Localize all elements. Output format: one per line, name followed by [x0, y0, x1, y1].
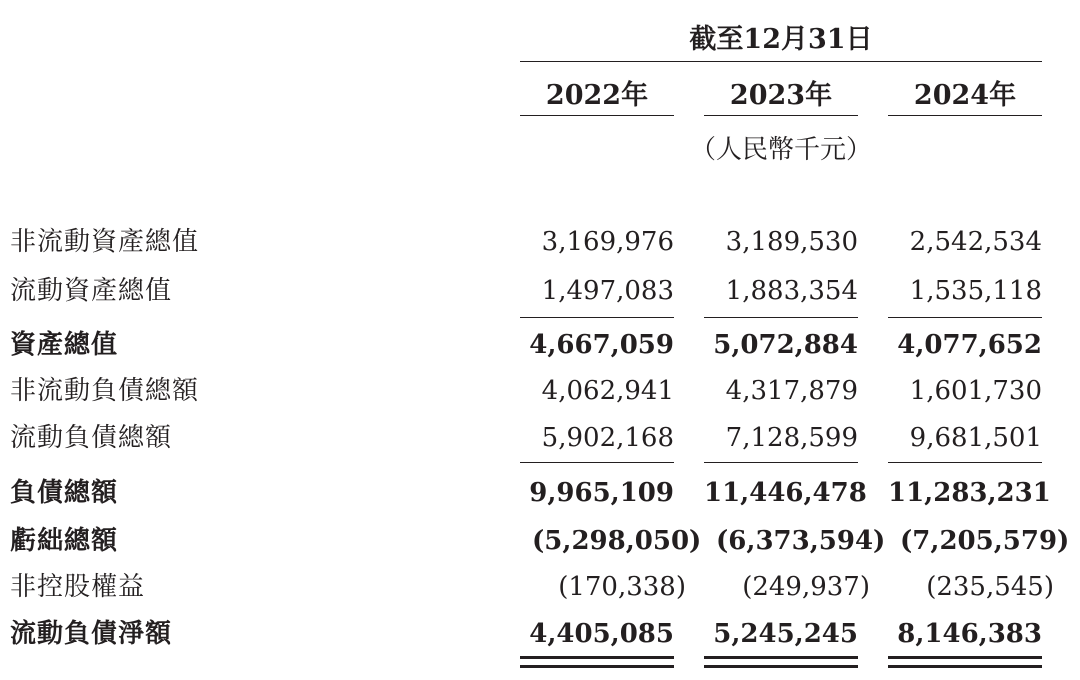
- year-2022-rule: [520, 115, 674, 116]
- cell-non-current-assets-2023: 3,189,530: [725, 227, 858, 257]
- year-2022-header: 2022年: [545, 80, 649, 111]
- row-label-non-current-assets: 非流動資產總值: [10, 227, 200, 257]
- cell-current-assets-2022: 1,497,083: [541, 276, 674, 306]
- row-label-total-liabilities: 負債總額: [10, 478, 119, 508]
- row-label-total-assets: 資產總值: [10, 330, 119, 360]
- cell-current-assets-2023: 1,883,354: [725, 276, 858, 306]
- cell-total-assets-2023: 5,072,884: [713, 330, 858, 360]
- cell-current-liabilities-2023: 7,128,599: [725, 423, 858, 453]
- cell-non-current-liabilities-2024: 1,601,730: [909, 376, 1042, 406]
- unit-label: （人民幣千元）: [689, 135, 872, 165]
- cell-total-deficit-2022: (5,298,050): [532, 526, 702, 556]
- cell-current-assets-2024: 1,535,118: [909, 276, 1042, 306]
- row-label-non-current-liabilities: 非流動負債總額: [10, 376, 200, 406]
- row-label-current-liabilities: 流動負債總額: [10, 423, 173, 453]
- cell-non-controlling-interests-2022: (170,338): [558, 572, 686, 602]
- cell-current-liabilities-2024: 9,681,501: [909, 423, 1042, 453]
- cell-non-current-assets-2024: 2,542,534: [909, 227, 1042, 257]
- cell-total-assets-2024: 4,077,652: [897, 330, 1042, 360]
- subtotal-rule-liabilities-2023: [704, 462, 858, 463]
- cell-total-deficit-2024: (7,205,579): [900, 526, 1070, 556]
- cell-current-liabilities-2022: 5,902,168: [541, 423, 674, 453]
- row-label-net-current-liabilities: 流動負債淨額: [10, 619, 173, 649]
- subtotal-rule-assets-2023: [704, 317, 858, 318]
- cell-net-current-liabilities-2022: 4,405,085: [529, 619, 674, 649]
- cell-total-liabilities-2023: 11,446,478: [704, 478, 867, 508]
- period-rule: [520, 61, 1042, 62]
- year-2023-header: 2023年: [729, 80, 833, 111]
- row-label-total-deficit: 虧絀總額: [10, 526, 119, 556]
- year-2024-rule: [888, 115, 1042, 116]
- year-2024-header: 2024年: [913, 80, 1017, 111]
- cell-non-controlling-interests-2023: (249,937): [742, 572, 870, 602]
- subtotal-rule-liabilities-2024: [888, 462, 1042, 463]
- subtotal-rule-assets-2024: [888, 317, 1042, 318]
- cell-net-current-liabilities-2023: 5,245,245: [713, 619, 858, 649]
- total-double-rule-2023: [704, 656, 858, 668]
- subtotal-rule-assets-2022: [520, 317, 674, 318]
- total-double-rule-2024: [888, 656, 1042, 668]
- cell-total-liabilities-2022: 9,965,109: [529, 478, 674, 508]
- row-label-current-assets: 流動資產總值: [10, 276, 173, 306]
- cell-non-current-assets-2022: 3,169,976: [541, 227, 674, 257]
- period-title: 截至12月31日: [689, 24, 873, 55]
- cell-non-controlling-interests-2024: (235,545): [926, 572, 1054, 602]
- cell-total-assets-2022: 4,667,059: [529, 330, 674, 360]
- cell-total-liabilities-2024: 11,283,231: [888, 478, 1051, 508]
- total-double-rule-2022: [520, 656, 674, 668]
- cell-non-current-liabilities-2022: 4,062,941: [541, 376, 674, 406]
- row-label-non-controlling-interests: 非控股權益: [10, 572, 146, 602]
- cell-net-current-liabilities-2024: 8,146,383: [897, 619, 1042, 649]
- cell-total-deficit-2023: (6,373,594): [716, 526, 886, 556]
- year-2023-rule: [704, 115, 858, 116]
- subtotal-rule-liabilities-2022: [520, 462, 674, 463]
- cell-non-current-liabilities-2023: 4,317,879: [725, 376, 858, 406]
